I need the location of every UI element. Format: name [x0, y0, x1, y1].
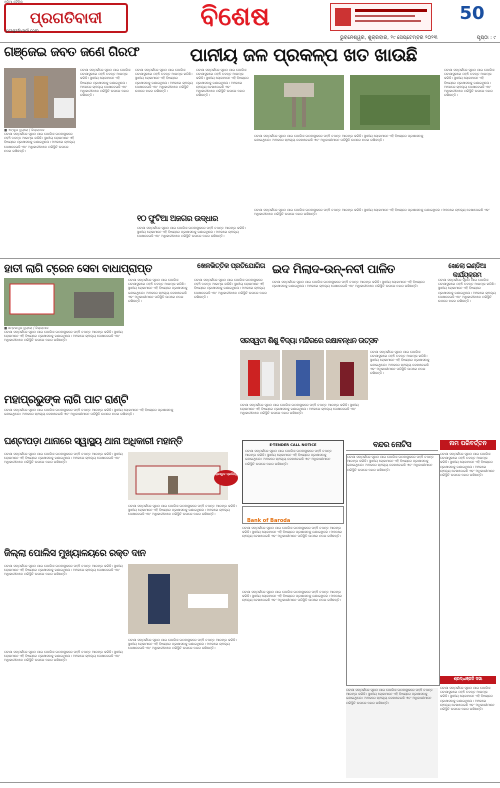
blood-donation-photo — [128, 564, 238, 634]
school-photo-2 — [282, 350, 324, 400]
school-photo-3 — [326, 350, 368, 400]
headline-eid: ଇଦ ମିଲାଦ-ଉନ୍-ନବୀ ପାଳିତ — [272, 262, 395, 276]
water-body-4: ଘଟଣା ସମ୍ପର୍କରେ ସୂଚନା ପାଇ ପୋଲିସ ଘଟଣାସ୍ଥଳରେ ପହଞ୍ଚି ତଦନ୍ତ ଆରମ୍ଭ କରିଛି। ସ୍ଥାନୀୟ ଲୋକମାନେ ଏହି ବିଷୟରେ ପ୍ରଶାସନକୁ ଜଣାଇଥିଲେ। ଅଞ୍ଚଳରେ ଚାଞ୍ଚଲ୍ୟ ଦେଖାଦେଇଛି ଏବଂ ଅଧିକାରୀମାନେ ପରିସ୍ଥିତି ଉପରେ ନଜର ରଖିଛନ୍ତି। — [254, 134, 424, 143]
headline-sports: ଖେଳଭିତ୍ତିକ ପ୍ରତିଯୋଗିତା — [197, 262, 265, 270]
headline-mahaprabhu: ମହାପ୍ରଭୁଙ୍କ ଲାଗି ପାଟ ରାଣ୍ଟି — [4, 393, 128, 406]
police-station-photo — [128, 452, 228, 500]
bank-body: ଘଟଣା ସମ୍ପର୍କରେ ସୂଚନା ପାଇ ପୋଲିସ ଘଟଣାସ୍ଥଳରେ ପହଞ୍ଚି ତଦନ୍ତ ଆରମ୍ଭ କରିଛି। ସ୍ଥାନୀୟ ଲୋକମାନେ ଏହି ବିଷୟରେ ପ୍ରଶାସନକୁ ଜଣାଇଥିଲେ। ଅଞ୍ଚଳରେ ଚାଞ୍ଚଲ୍ୟ ଦେଖାଦେଇଛି ଏବଂ ଅଧିକାରୀମାନେ ପରିସ୍ଥିତି ଉପରେ ନଜର ରଖିଛନ୍ତି। — [242, 526, 342, 539]
district-body-2: ଘଟଣା ସମ୍ପର୍କରେ ସୂଚନା ପାଇ ପୋଲିସ ଘଟଣାସ୍ଥଳରେ ପହଞ୍ଚି ତଦନ୍ତ ଆରମ୍ଭ କରିଛି। ସ୍ଥାନୀୟ ଲୋକମାନେ ଏହି ବିଷୟରେ ପ୍ରଶାସନକୁ ଜଣାଇଥିଲେ। ଅଞ୍ଚଳରେ ଚାଞ୍ଚଲ୍ୟ ଦେଖାଦେଇଛି ଏବଂ ଅଧିକାରୀମାନେ ପରିସ୍ଥିତି ଉପରେ ନଜର ରଖିଛନ୍ତି। — [128, 638, 237, 651]
eid-body: ଘଟଣା ସମ୍ପର୍କରେ ସୂଚନା ପାଇ ପୋଲିସ ଘଟଣାସ୍ଥଳରେ ପହଞ୍ଚି ତଦନ୍ତ ଆରମ୍ଭ କରିଛି। ସ୍ଥାନୀୟ ଲୋକମାନେ ଏହି ବିଷୟରେ ପ୍ରଶାସନକୁ ଜଣାଇଥିଲେ। ଅଞ୍ଚଳରେ ଚାଞ୍ଚଲ୍ୟ ଦେଖାଦେଇଛି ଏବଂ ଅଧିକାରୀମାନେ ପରିସ୍ଥିତି ଉପରେ ନଜର ରଖିଛନ୍ତି। — [272, 280, 425, 289]
bottom-ad: ଘଟଣା ସମ୍ପର୍କରେ ସୂଚନା ପାଇ ପୋଲିସ ଘଟଣାସ୍ଥଳରେ ପହଞ୍ଚି ତଦନ୍ତ ଆରମ୍ଭ କରିଛି। ସ୍ଥାନୀୟ ଲୋକମାନେ ଏହି ବିଷୟରେ ପ୍ରଶାସନକୁ ଜଣାଇଥିଲେ। ଅଞ୍ଚଳରେ ଚାଞ୍ଚଲ୍ୟ ଦେଖାଦେଇଛି ଏବଂ ଅଧିକାରୀମାନେ ପରିସ୍ଥିତି ଉପରେ ନଜର ରଖିଛନ୍ତି। — [346, 688, 438, 778]
header-divider — [0, 42, 500, 43]
police-body: ଘଟଣା ସମ୍ପର୍କରେ ସୂଚନା ପାଇ ପୋଲିସ ଘଟଣାସ୍ଥଳରେ ପହଞ୍ଚି ତଦନ୍ତ ଆରମ୍ଭ କରିଛି। ସ୍ଥାନୀୟ ଲୋକମାନେ ଏହି ବିଷୟରେ ପ୍ରଶାସନକୁ ଜଣାଇଥିଲେ। ଅଞ୍ଚଳରେ ଚାଞ୍ଚଲ୍ୟ ଦେଖାଦେଇଛି ଏବଂ ଅଧିକାରୀମାନେ ପରିସ୍ଥିତି ଉପରେ ନଜର ରଖିଛନ୍ତି। — [4, 452, 123, 465]
obituary-title: ଶ୍ରଦ୍ଧାଞ୍ଜଳି ସଭା — [440, 676, 496, 684]
water-tank-photo — [254, 75, 344, 130]
logo-url: pragativadi.com — [6, 28, 39, 33]
water-body-3: ଘଟଣା ସମ୍ପର୍କରେ ସୂଚନା ପାଇ ପୋଲିସ ଘଟଣାସ୍ଥଳରେ ପହଞ୍ଚି ତଦନ୍ତ ଆରମ୍ଭ କରିଛି। ସ୍ଥାନୀୟ ଲୋକମାନେ ଏହି ବିଷୟରେ ପ୍ରଶାସନକୁ ଜଣାଇଥିଲେ। ଅଞ୍ଚଳରେ ଚାଞ୍ଚଲ୍ୟ ଦେଖାଦେଇଛି ଏବଂ ଅଧିକାରୀମାନେ ପରିସ୍ଥିତି ଉପରେ ନଜର ରଖିଛନ୍ତି। — [444, 68, 495, 98]
classified-body: ଘଟଣା ସମ୍ପର୍କରେ ସୂଚନା ପାଇ ପୋଲିସ ଘଟଣାସ୍ଥଳରେ ପହଞ୍ଚି ତଦନ୍ତ ଆରମ୍ଭ କରିଛି। ସ୍ଥାନୀୟ ଲୋକମାନେ ଏହି ବିଷୟରେ ପ୍ରଶାସନକୁ ଜଣାଇଥିଲେ। ଅଞ୍ଚଳରେ ଚାଞ୍ଚଲ୍ୟ ଦେଖାଦେଇଛି ଏବଂ ଅଧିକାରୀମାନେ ପରିସ୍ଥିତି ଉପରେ ନଜର ରଖିଛନ୍ତି। — [242, 590, 342, 603]
temple-icon — [331, 4, 431, 30]
headline-khelo: ଖେଲୋ ଇଣ୍ଡିଆ କାର୍ଯ୍ୟକ୍ରମ — [448, 262, 486, 279]
obituary-body: ଘଟଣା ସମ୍ପର୍କରେ ସୂଚନା ପାଇ ପୋଲିସ ଘଟଣାସ୍ଥଳରେ ପହଞ୍ଚି ତଦନ୍ତ ଆରମ୍ଭ କରିଛି। ସ୍ଥାନୀୟ ଲୋକମାନେ ଏହି ବିଷୟରେ ପ୍ରଶାସନକୁ ଜଣାଇଥିଲେ। ଅଞ୍ଚଳରେ ଚାଞ୍ଚଲ୍ୟ ଦେଖାଦେଇଛି ଏବଂ ଅଧିକାରୀମାନେ ପରିସ୍ଥିତି ଉପରେ ନଜର ରଖିଛନ୍ତି। — [440, 686, 495, 712]
tender-body: ଘଟଣା ସମ୍ପର୍କରେ ସୂଚନା ପାଇ ପୋଲିସ ଘଟଣାସ୍ଥଳରେ ପହଞ୍ଚି ତଦନ୍ତ ଆରମ୍ଭ କରିଛି। ସ୍ଥାନୀୟ ଲୋକମାନେ ଏହି ବିଷୟରେ ପ୍ରଶାସନକୁ ଜଣାଇଥିଲେ। ଅଞ୍ଚଳରେ ଚାଞ୍ଚଲ୍ୟ ଦେଖାଦେଇଛି ଏବଂ ଅଧିକାରୀମାନେ ପରିସ୍ଥିତି ଉପରେ ନଜର ରଖିଛନ୍ତି। — [245, 449, 332, 466]
headline-water: ପାନୀୟ ଜଳ ପ୍ରକଳ୍ପ ଖତ ଖାଉଛି — [190, 45, 417, 66]
byline-1: ■ ଏଙ୍ଗୁଲ ବ୍ୟୁରୋ / ଜିଲ୍ଲାପାଳ — [4, 128, 45, 132]
train-body-1: ଘଟଣା ସମ୍ପର୍କରେ ସୂଚନା ପାଇ ପୋଲିସ ଘଟଣାସ୍ଥଳରେ ପହଞ୍ଚି ତଦନ୍ତ ଆରମ୍ଭ କରିଛି। ସ୍ଥାନୀୟ ଲୋକମାନେ ଏହି ବିଷୟରେ ପ୍ରଶାସନକୁ ଜଣାଇଥିଲେ। ଅଞ୍ଚଳରେ ଚାଞ୍ଚଲ୍ୟ ଦେଖାଦେଇଛି ଏବଂ ଅଧିକାରୀମାନେ ପରିସ୍ଥିତି ଉପରେ ନଜର ରଖିଛନ୍ତି। — [128, 278, 188, 304]
tender-title: E-TENDER CALL NOTICE — [269, 443, 317, 447]
masthead — [0, 0, 500, 34]
header-advertisement — [330, 3, 432, 31]
bank-ad — [242, 506, 344, 524]
python-body: ଘଟଣା ସମ୍ପର୍କରେ ସୂଚନା ପାଇ ପୋଲିସ ଘଟଣାସ୍ଥଳରେ ପହଞ୍ଚି ତଦନ୍ତ ଆରମ୍ଭ କରିଛି। ସ୍ଥାନୀୟ ଲୋକମାନେ ଏହି ବିଷୟରେ ପ୍ରଶାସନକୁ ଜଣାଇଥିଲେ। ଅଞ୍ଚଳରେ ଚାଞ୍ଚଲ୍ୟ ଦେଖାଦେଇଛି ଏବଂ ଅଧିକାରୀମାନେ ପରିସ୍ଥିତି ଉପରେ ନଜର ରଖିଛନ୍ତି। — [137, 226, 246, 239]
newspaper-logo: ପ୍ରଗତିବାଦୀ — [4, 3, 128, 33]
mahaprabhu-body: ଘଟଣା ସମ୍ପର୍କରେ ସୂଚନା ପାଇ ପୋଲିସ ଘଟଣାସ୍ଥଳରେ ପହଞ୍ଚି ତଦନ୍ତ ଆରମ୍ଭ କରିଛି। ସ୍ଥାନୀୟ ଲୋକମାନେ ଏହି ବିଷୟରେ ପ୍ରଶାସନକୁ ଜଣାଇଥିଲେ। ଅଞ୍ଚଳରେ ଚାଞ୍ଚଲ୍ୟ ଦେଖାଦେଇଛି ଏବଂ ଅଧିକାରୀମାନେ ପରିସ୍ଥିତି ଉପରେ ନଜର ରଖିଛନ୍ତି। — [4, 408, 174, 417]
prastuti-badge: ପ୍ରସ୍ତୁତ ପ୍ରତିନିଧି — [214, 470, 238, 486]
ganja-body: ଘଟଣା ସମ୍ପର୍କରେ ସୂଚନା ପାଇ ପୋଲିସ ଘଟଣାସ୍ଥଳରେ ପହଞ୍ଚି ତଦନ୍ତ ଆରମ୍ଭ କରିଛି। ସ୍ଥାନୀୟ ଲୋକମାନେ ଏହି ବିଷୟରେ ପ୍ରଶାସନକୁ ଜଣାଇଥିଲେ। ଅଞ୍ଚଳରେ ଚାଞ୍ଚଲ୍ୟ ଦେଖାଦେଇଛି ଏବଂ ଅଧିକାରୀମାନେ ପରିସ୍ଥିତି ଉପରେ ନଜର ରଖିଛନ୍ତି। — [80, 68, 131, 98]
sports-body: ଘଟଣା ସମ୍ପର୍କରେ ସୂଚନା ପାଇ ପୋଲିସ ଘଟଣାସ୍ଥଳରେ ପହଞ୍ଚି ତଦନ୍ତ ଆରମ୍ଭ କରିଛି। ସ୍ଥାନୀୟ ଲୋକମାନେ ଏହି ବିଷୟରେ ପ୍ରଶାସନକୁ ଜଣାଇଥିଲେ। ଅଞ୍ଚଳରେ ଚାଞ୍ଚଲ୍ୟ ଦେଖାଦେଇଛି ଏବଂ ଅଧିକାରୀମାନେ ପରିସ୍ଥିତି ଉପରେ ନଜର ରଖିଛନ୍ତି। — [194, 278, 267, 299]
school-body-2: ଘଟଣା ସମ୍ପର୍କରେ ସୂଚନା ପାଇ ପୋଲିସ ଘଟଣାସ୍ଥଳରେ ପହଞ୍ଚି ତଦନ୍ତ ଆରମ୍ଭ କରିଛି। ସ୍ଥାନୀୟ ଲୋକମାନେ ଏହି ବିଷୟରେ ପ୍ରଶାସନକୁ ଜଣାଇଥିଲେ। ଅଞ୍ଚଳରେ ଚାଞ୍ଚଲ୍ୟ ଦେଖାଦେଇଛି ଏବଂ ଅଧିକାରୀମାନେ ପରିସ୍ଥିତି ଉପରେ ନଜର ରଖିଛନ୍ତି। — [240, 403, 359, 416]
police-body-2: ଘଟଣା ସମ୍ପର୍କରେ ସୂଚନା ପାଇ ପୋଲିସ ଘଟଣାସ୍ଥଳରେ ପହଞ୍ଚି ତଦନ୍ତ ଆରମ୍ଭ କରିଛି। ସ୍ଥାନୀୟ ଲୋକମାନେ ଏହି ବିଷୟରେ ପ୍ରଶାସନକୁ ଜଣାଇଥିଲେ। ଅଞ୍ଚଳରେ ଚାଞ୍ଚଲ୍ୟ ଦେଖାଦେଇଛି ଏବଂ ଅଧିକାରୀମାନେ ପରିସ୍ଥିତି ଉପରେ ନଜର ରଖିଛନ୍ତି। — [128, 504, 237, 517]
dateline — [340, 33, 496, 42]
headline-notice: ବନ୍ଦର ନୋଟିସ — [346, 440, 438, 451]
train-body-2: ଘଟଣା ସମ୍ପର୍କରେ ସୂଚନା ପାଇ ପୋଲିସ ଘଟଣାସ୍ଥଳରେ ପହଞ୍ଚି ତଦନ୍ତ ଆରମ୍ଭ କରିଛି। ସ୍ଥାନୀୟ ଲୋକମାନେ ଏହି ବିଷୟରେ ପ୍ରଶାସନକୁ ଜଣାଇଥିଲେ। ଅଞ୍ଚଳରେ ଚାଞ୍ଚଲ୍ୟ ଦେଖାଦେଇଛି ଏବଂ ଅଧିକାରୀମାନେ ପରିସ୍ଥିତି ଉପରେ ନଜର ରଖିଛନ୍ତି। — [4, 330, 123, 343]
headline-name-change: ନାମ ପରିବର୍ତ୍ତନ — [440, 440, 496, 450]
water-body-5: ଘଟଣା ସମ୍ପର୍କରେ ସୂଚନା ପାଇ ପୋଲିସ ଘଟଣାସ୍ଥଳରେ ପହଞ୍ଚି ତଦନ୍ତ ଆରମ୍ଭ କରିଛି। ସ୍ଥାନୀୟ ଲୋକମାନେ ଏହି ବିଷୟରେ ପ୍ରଶାସନକୁ ଜଣାଇଥିଲେ। ଅଞ୍ଚଳରେ ଚାଞ୍ଚଲ୍ୟ ଦେଖାଦେଇଛି ଏବଂ ଅଧିକାରୀମାନେ ପରିସ୍ଥିତି ଉପରେ ନଜର ରଖିଛନ୍ତି। — [254, 208, 490, 217]
notice-table: ଘଟଣା ସମ୍ପର୍କରେ ସୂଚନା ପାଇ ପୋଲିସ ଘଟଣାସ୍ଥଳରେ ପହଞ୍ଚି ତଦନ୍ତ ଆରମ୍ଭ କରିଛି। ସ୍ଥାନୀୟ ଲୋକମାନେ ଏହି ବିଷୟରେ ପ୍ରଶାସନକୁ ଜଣାଇଥିଲେ। ଅଞ୍ଚଳରେ ଚାଞ୍ଚଲ୍ୟ ଦେଖାଦେଇଛି ଏବଂ ଅଧିକାରୀମାନେ ପରିସ୍ଥିତି ଉପରେ ନଜର ରଖିଛନ୍ତି। — [346, 454, 440, 686]
tender-notice — [242, 440, 344, 504]
anniversary-logo: 50 — [459, 3, 485, 24]
ganja-photo — [4, 68, 76, 128]
headline-python: ୧୦ ଫୁଟିଆ ଅଜଗର ଉଦ୍ଧାର — [137, 214, 218, 223]
section-title: ବିଶେଷ — [150, 2, 320, 32]
headline-district: ଜିଲ୍ଲା ପୋଲିସ ମୁଖ୍ୟାଳୟରେ ରକ୍ତ ଦାନ — [4, 548, 146, 559]
headline-ganja: ଗଞ୍ଜେଇ ଜବତ ଜଣେ ଗିରଫ — [4, 45, 140, 60]
headline-school: ସରସ୍ୱତୀ ଶିଶୁ ବିଦ୍ୟା ମନ୍ଦିରରେ ରକ୍ଷାବନ୍ଧନ ଉତ୍ସବ — [240, 336, 378, 345]
water-body-2: ଘଟଣା ସମ୍ପର୍କରେ ସୂଚନା ପାଇ ପୋଲିସ ଘଟଣାସ୍ଥଳରେ ପହଞ୍ଚି ତଦନ୍ତ ଆରମ୍ଭ କରିଛି। ସ୍ଥାନୀୟ ଲୋକମାନେ ଏହି ବିଷୟରେ ପ୍ରଶାସନକୁ ଜଣାଇଥିଲେ। ଅଞ୍ଚଳରେ ଚାଞ୍ଚଲ୍ୟ ଦେଖାଦେଇଛି ଏବଂ ଅଧିକାରୀମାନେ ପରିସ୍ଥିତି ଉପରେ ନଜର ରଖିଛନ୍ତି। — [196, 68, 249, 98]
school-body: ଘଟଣା ସମ୍ପର୍କରେ ସୂଚନା ପାଇ ପୋଲିସ ଘଟଣାସ୍ଥଳରେ ପହଞ୍ଚି ତଦନ୍ତ ଆରମ୍ଭ କରିଛି। ସ୍ଥାନୀୟ ଲୋକମାନେ ଏହି ବିଷୟରେ ପ୍ରଶାସନକୁ ଜଣାଇଥିଲେ। ଅଞ୍ଚଳରେ ଚାଞ୍ଚଲ୍ୟ ଦେଖାଦେଇଛି ଏବଂ ଅଧିକାରୀମାନେ ପରିସ୍ଥିତି ଉପରେ ନଜର ରଖିଛନ୍ତି। — [370, 350, 430, 376]
headline-train: ହାତୀ ଲାଗି ଟ୍ରେନ ସେବା ବାଧାପ୍ରାପ୍ତ — [4, 262, 152, 275]
bank-name: Bank of Baroda — [247, 518, 291, 524]
khelo-body: ଘଟଣା ସମ୍ପର୍କରେ ସୂଚନା ପାଇ ପୋଲିସ ଘଟଣାସ୍ଥଳରେ ପହଞ୍ଚି ତଦନ୍ତ ଆରମ୍ଭ କରିଛି। ସ୍ଥାନୀୟ ଲୋକମାନେ ଏହି ବିଷୟରେ ପ୍ରଶାସନକୁ ଜଣାଇଥିଲେ। ଅଞ୍ଚଳରେ ଚାଞ୍ଚଲ୍ୟ ଦେଖାଦେଇଛି ଏବଂ ଅଧିକାରୀମାନେ ପରିସ୍ଥିତି ଉପରେ ନଜର ରଖିଛନ୍ତି। — [438, 278, 496, 304]
byline-2: ■ ସମ୍ବଲପୁର ବ୍ୟୁରୋ / ଜିଲ୍ଲାପାଳ — [4, 326, 49, 330]
elephant-sign-photo — [4, 278, 124, 326]
headline-police: ଘଣ୍ଟାପଡ଼ା ଥାନାରେ ସ୍ୱାସ୍ଥ୍ୟ ଥାନା ଅଧିକାରୀ ମହାନ୍ତି — [4, 436, 183, 447]
water-site-photo — [350, 75, 440, 130]
tagline: ଓଡ଼ିଆ ଦୈନିକ — [4, 0, 23, 4]
school-photo-1 — [240, 350, 280, 400]
page-number: ପୃଷ୍ଠା : ୯ — [476, 34, 496, 41]
footer-rule — [0, 782, 500, 783]
district-body-3: ଘଟଣା ସମ୍ପର୍କରେ ସୂଚନା ପାଇ ପୋଲିସ ଘଟଣାସ୍ଥଳରେ ପହଞ୍ଚି ତଦନ୍ତ ଆରମ୍ଭ କରିଛି। ସ୍ଥାନୀୟ ଲୋକମାନେ ଏହି ବିଷୟରେ ପ୍ରଶାସନକୁ ଜଣାଇଥିଲେ। ଅଞ୍ଚଳରେ ଚାଞ୍ଚଲ୍ୟ ଦେଖାଦେଇଛି ଏବଂ ଅଧିକାରୀମାନେ ପରିସ୍ଥିତି ଉପରେ ନଜର ରଖିଛନ୍ତି। — [4, 650, 123, 663]
date-text: ଭୁବନେଶ୍ୱର, ଶୁକ୍ରବାର, ୨୯ ସେପ୍ଟେମ୍ବର ୨୦୨୩ — [340, 34, 438, 41]
district-body: ଘଟଣା ସମ୍ପର୍କରେ ସୂଚନା ପାଇ ପୋଲିସ ଘଟଣାସ୍ଥଳରେ ପହଞ୍ଚି ତଦନ୍ତ ଆରମ୍ଭ କରିଛି। ସ୍ଥାନୀୟ ଲୋକମାନେ ଏହି ବିଷୟରେ ପ୍ରଶାସନକୁ ଜଣାଇଥିଲେ। ଅଞ୍ଚଳରେ ଚାଞ୍ଚଲ୍ୟ ଦେଖାଦେଇଛି ଏବଂ ଅଧିକାରୀମାନେ ପରିସ୍ଥିତି ଉପରେ ନଜର ରଖିଛନ୍ତି। — [4, 564, 123, 577]
name-change-body: ଘଟଣା ସମ୍ପର୍କରେ ସୂଚନା ପାଇ ପୋଲିସ ଘଟଣାସ୍ଥଳରେ ପହଞ୍ଚି ତଦନ୍ତ ଆରମ୍ଭ କରିଛି। ସ୍ଥାନୀୟ ଲୋକମାନେ ଏହି ବିଷୟରେ ପ୍ରଶାସନକୁ ଜଣାଇଥିଲେ। ଅଞ୍ଚଳରେ ଚାଞ୍ଚଲ୍ୟ ଦେଖାଦେଇଛି ଏବଂ ଅଧିକାରୀମାନେ ପରିସ୍ଥିତି ଉପରେ ନଜର ରଖିଛନ୍ତି। — [440, 452, 495, 478]
water-body-1: ଘଟଣା ସମ୍ପର୍କରେ ସୂଚନା ପାଇ ପୋଲିସ ଘଟଣାସ୍ଥଳରେ ପହଞ୍ଚି ତଦନ୍ତ ଆରମ୍ଭ କରିଛି। ସ୍ଥାନୀୟ ଲୋକମାନେ ଏହି ବିଷୟରେ ପ୍ରଶାସନକୁ ଜଣାଇଥିଲେ। ଅଞ୍ଚଳରେ ଚାଞ୍ଚଲ୍ୟ ଦେଖାଦେଇଛି ଏବଂ ଅଧିକାରୀମାନେ ପରିସ୍ଥିତି ଉପରେ ନଜର ରଖିଛନ୍ତି। — [135, 68, 193, 94]
divider-2 — [0, 258, 500, 259]
ganja-body-2: ଘଟଣା ସମ୍ପର୍କରେ ସୂଚନା ପାଇ ପୋଲିସ ଘଟଣାସ୍ଥଳରେ ପହଞ୍ଚି ତଦନ୍ତ ଆରମ୍ଭ କରିଛି। ସ୍ଥାନୀୟ ଲୋକମାନେ ଏହି ବିଷୟରେ ପ୍ରଶାସନକୁ ଜଣାଇଥିଲେ। ଅଞ୍ଚଳରେ ଚାଞ୍ଚଲ୍ୟ ଦେଖାଦେଇଛି ଏବଂ ଅଧିକାରୀମାନେ ପରିସ୍ଥିତି ଉପରେ ନଜର ରଖିଛନ୍ତି। — [4, 132, 75, 153]
